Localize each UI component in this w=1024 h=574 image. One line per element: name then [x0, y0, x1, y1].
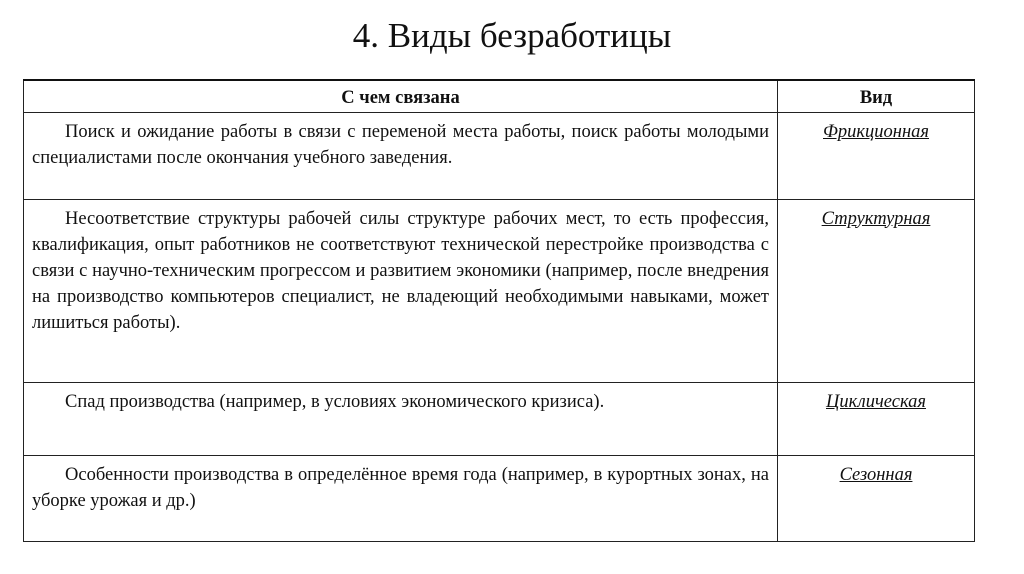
row-type-label: Структурная — [821, 208, 931, 229]
row-type-cell — [778, 112, 975, 199]
table-header-row — [24, 80, 975, 112]
row-description: Поиск и ожидание работы в связи с переменой места работы, поиск работы молодыми специалистами после окончания учебного заведения. — [24, 112, 778, 199]
page-title: 4. Виды безработицы — [352, 16, 672, 55]
table-row — [24, 112, 975, 199]
row-description: Несоответствие структуры рабочей силы структуре рабочих мест, то есть профессия, квалификация, опыт работников не соответствуют технической перестройке производства с связи с научно-техническим прогрессом и развитием экономики (например, после внедрения на производство компьютеров специалист, не владеющий необходимыми навыками, может лишиться работы). — [24, 199, 778, 382]
table-row — [24, 455, 975, 541]
table-row — [24, 199, 975, 382]
row-type-label: Фрикционная — [823, 121, 929, 142]
row-type-cell — [778, 382, 975, 455]
column-header-cause: С чем связана — [24, 80, 778, 112]
unemployment-types-table — [23, 79, 975, 542]
row-description: Особенности производства в определённое время года (например, в курортных зонах, на уборке урожая и др.) — [24, 455, 778, 541]
column-header-type: Вид — [778, 80, 975, 112]
row-type-cell — [778, 455, 975, 541]
table-row — [24, 382, 975, 455]
row-type-cell — [778, 199, 975, 382]
row-type-label: Сезонная — [839, 464, 913, 485]
row-type-label: Циклическая — [826, 391, 926, 412]
row-description: Спад производства (например, в условиях экономического кризиса). — [24, 382, 778, 455]
